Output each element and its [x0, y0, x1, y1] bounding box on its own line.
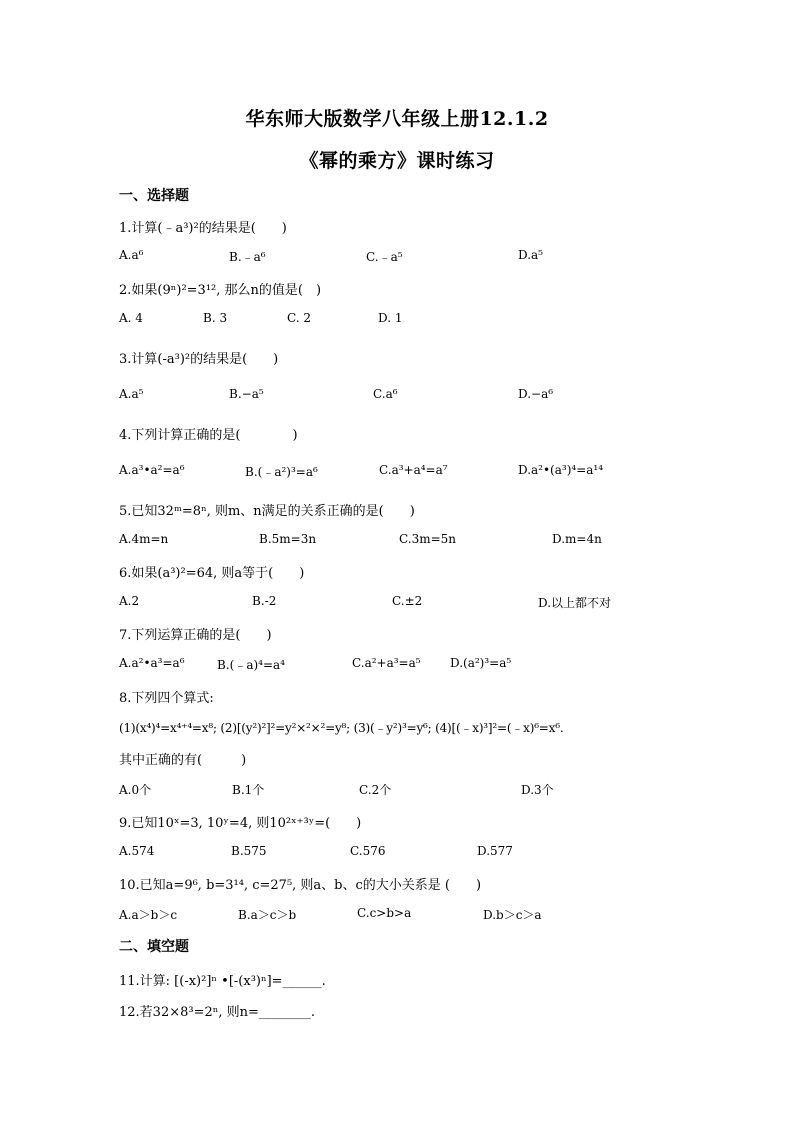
- question-5: 5.已知32ᵐ=8ⁿ, 则m、n满足的关系正确的是( ): [119, 504, 415, 519]
- question-8-prompt: 其中正确的有( ): [119, 753, 247, 768]
- question-3-options: [119, 387, 719, 405]
- option-d: D.−a⁶: [518, 387, 554, 401]
- question-6: 6.如果(a³)²=64, 则a等于( ): [119, 566, 305, 581]
- question-10-options: [119, 906, 719, 924]
- option-c: C.﹣a⁵: [366, 250, 403, 264]
- option-b: B.-2: [252, 594, 277, 608]
- question-2: 2.如果(9ⁿ)²=3¹², 那么n的值是( ): [119, 283, 322, 298]
- question-9: 9.已知10ˣ=3, 10ʸ=4, 则10²ˣ⁺³ʸ=( ): [119, 816, 362, 831]
- option-a: A.0个: [119, 783, 152, 797]
- option-b: B.(﹣a²)³=a⁶: [245, 465, 318, 479]
- question-1: 1.计算(﹣a³)²的结果是( ): [119, 221, 287, 236]
- option-a: A.a²•a³=a⁶: [119, 656, 185, 670]
- option-b: B.−a⁵: [229, 387, 264, 401]
- section-heading-choice: 一、选择题: [119, 188, 189, 204]
- question-7-options: [119, 656, 719, 674]
- question-12: 12.若32×8³=2ⁿ, 则n=________.: [119, 1005, 316, 1020]
- question-8-expressions: (1)(x⁴)⁴=x⁴⁺⁴=x⁸; (2)[(y²)²]²=y²×²×²=y⁸; (3)(﹣y²)³=y⁶; (4)[(﹣x)³]²=(﹣x)⁶=x⁶.: [119, 721, 564, 735]
- question-8: 8.下列四个算式:: [119, 691, 214, 706]
- option-b: B. 3: [203, 311, 228, 325]
- question-11: 11.计算: [(-x)²]ⁿ •[-(x³)ⁿ]=______.: [119, 974, 326, 989]
- option-a: A. 4: [119, 311, 143, 325]
- option-c: C.a³+a⁴=a⁷: [379, 463, 448, 477]
- option-a: A.4m=n: [119, 532, 169, 546]
- option-d: D.a⁵: [518, 248, 543, 262]
- question-7: 7.下列运算正确的是( ): [119, 628, 272, 643]
- option-d: D. 1: [378, 311, 403, 325]
- question-1-options: [119, 248, 719, 266]
- question-8-options: [119, 781, 719, 799]
- option-a: A.a³•a²=a⁶: [119, 463, 185, 477]
- document-subtitle: 《幂的乘方》课时练习: [299, 150, 495, 172]
- option-d: D.a²•(a³)⁴=a¹⁴: [518, 463, 604, 477]
- document-title: 华东师大版数学八年级上册12.1.2: [245, 108, 549, 130]
- option-d: D.577: [477, 844, 513, 858]
- option-b: B.5m=3n: [259, 532, 317, 546]
- option-d: D.3个: [521, 783, 554, 797]
- option-a: A.a⁵: [119, 387, 144, 401]
- option-c: C.±2: [392, 594, 423, 608]
- question-3: 3.计算(-a³)²的结果是( ): [119, 352, 279, 367]
- question-10: 10.已知a=9⁶, b=3¹⁴, c=27⁵, 则a、b、c的大小关系是 ( ): [119, 878, 482, 893]
- option-b: B.a＞c＞b: [238, 908, 297, 922]
- question-6-options: [119, 594, 719, 612]
- option-d: D.m=4n: [552, 532, 602, 546]
- option-a: A.a⁶: [119, 248, 144, 262]
- question-9-options: [119, 844, 719, 862]
- option-b: B.1个: [232, 783, 265, 797]
- option-c: C. 2: [287, 311, 312, 325]
- question-5-options: [119, 532, 719, 550]
- option-c: C.a²+a³=a⁵: [352, 656, 421, 670]
- question-4: 4.下列计算正确的是( ): [119, 428, 298, 443]
- option-c: C.c>b>a: [357, 906, 412, 920]
- option-c: C.2个: [359, 783, 392, 797]
- option-b: B.﹣a⁶: [229, 250, 266, 264]
- section-heading-fill: 二、填空题: [119, 939, 189, 955]
- question-4-options: [119, 463, 719, 481]
- option-b: B.575: [231, 844, 267, 858]
- option-c: C.3m=5n: [399, 532, 456, 546]
- option-c: C.a⁶: [373, 387, 398, 401]
- option-a: A.a＞b＞c: [119, 908, 178, 922]
- option-d: D.(a²)³=a⁵: [450, 656, 512, 670]
- option-b: B.(﹣a)⁴=a⁴: [217, 658, 285, 672]
- question-2-options: [119, 311, 719, 329]
- option-a: A.574: [119, 844, 155, 858]
- option-a: A.2: [119, 594, 140, 608]
- option-d: D.以上都不对: [538, 596, 612, 610]
- option-c: C.576: [350, 844, 386, 858]
- option-d: D.b＞c＞a: [483, 908, 542, 922]
